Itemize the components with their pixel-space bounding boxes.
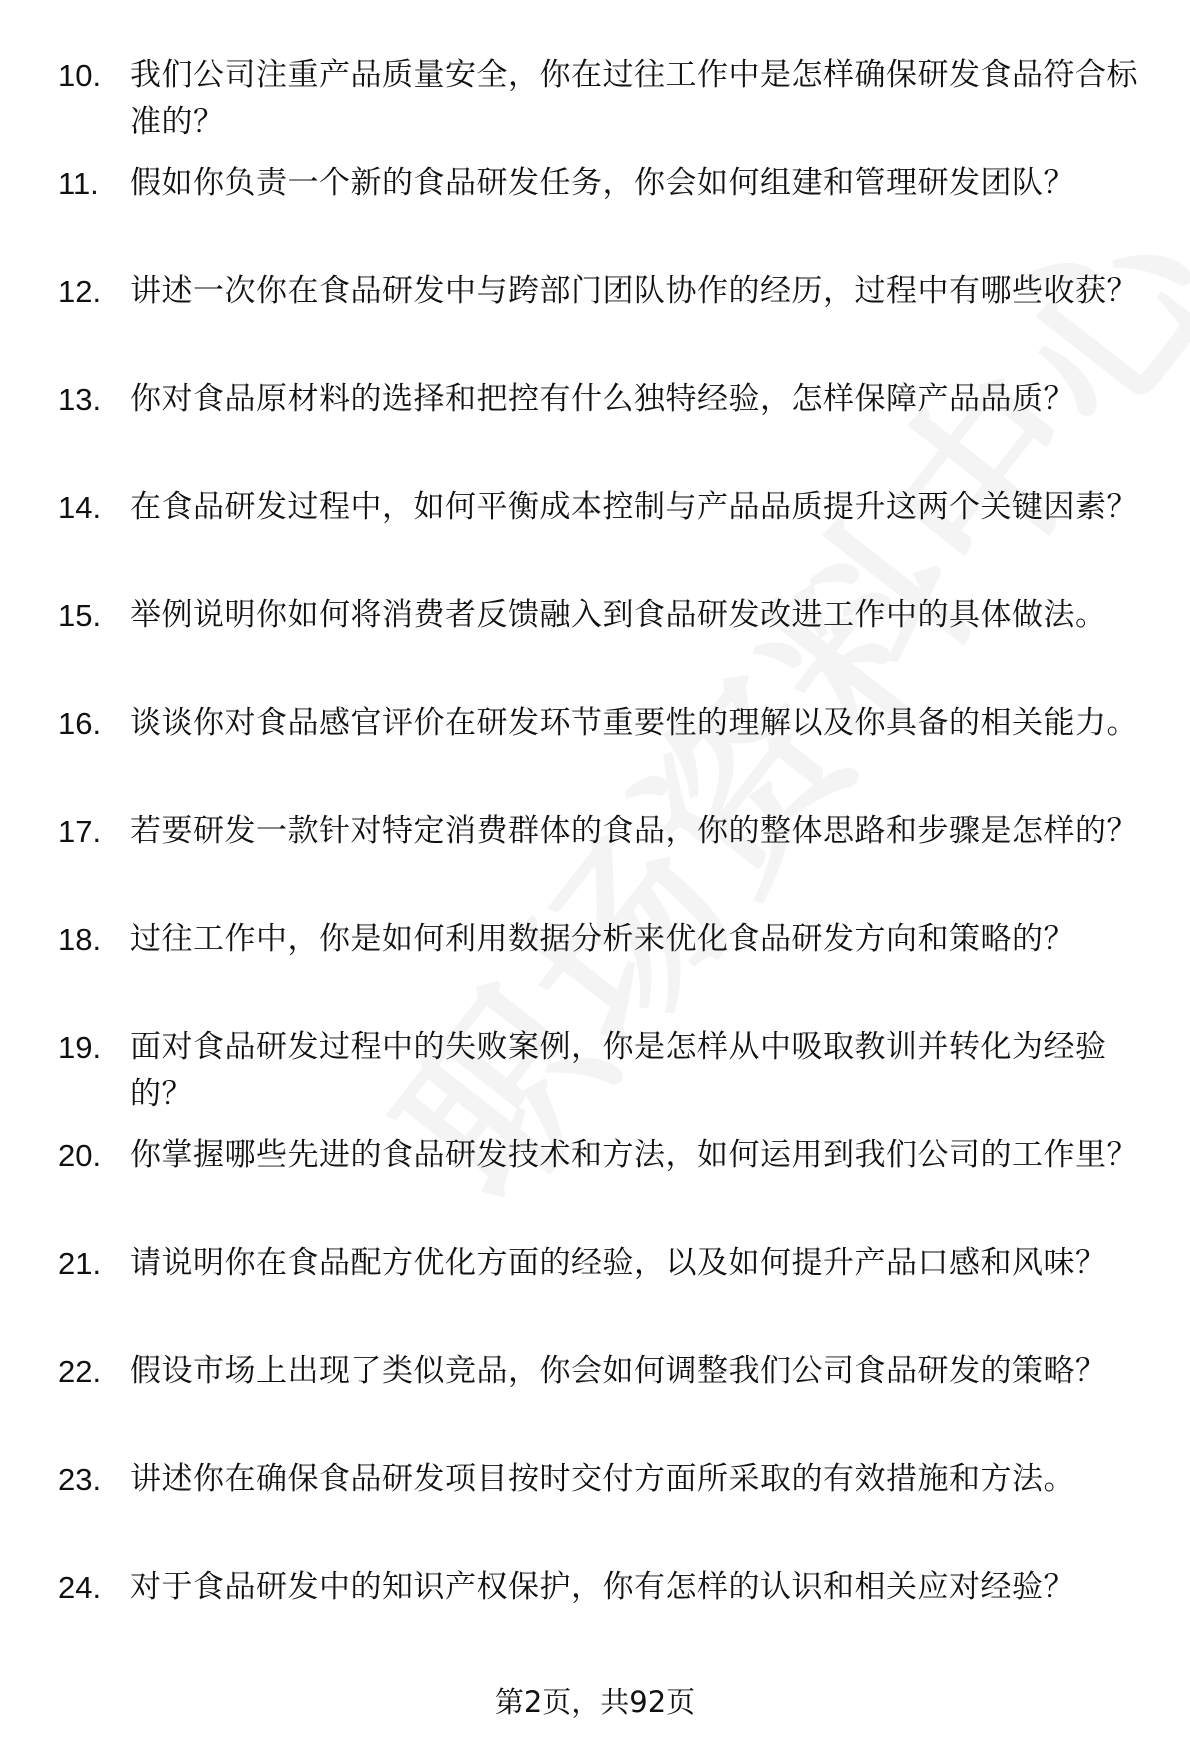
question-number: 22. [58,1354,102,1389]
question-text: 讲述你在确保食品研发项目按时交付方面所采取的有效措施和方法。 [130,1461,1075,1497]
question-item [58,484,1148,592]
question-number: 12. [58,274,102,309]
question-number: 18. [58,922,102,957]
question-number: 15. [58,598,102,633]
question-number: 23. [58,1462,102,1497]
question-number: 20. [58,1138,102,1173]
question-item [58,1456,1148,1564]
question-item [58,160,1148,268]
question-text: 请说明你在食品配方优化方面的经验，以及如何提升产品口感和风味？ [130,1245,1107,1281]
question-number: 16. [58,706,102,741]
question-number: 13. [58,382,102,417]
question-number: 19. [58,1030,102,1065]
question-number: 21. [58,1246,102,1281]
question-text: 讲述一次你在食品研发中与跨部门团队协作的经历，过程中有哪些收获？ [130,273,1138,309]
question-item [58,1132,1148,1240]
question-text: 假设市场上出现了类似竞品，你会如何调整我们公司食品研发的策略？ [130,1353,1107,1389]
question-number: 24. [58,1570,102,1605]
question-item [58,808,1148,916]
question-item [58,52,1148,160]
question-item [58,916,1148,1024]
question-item [58,700,1148,808]
question-item [58,1564,1148,1672]
page-footer [0,1682,1190,1722]
question-text: 你掌握哪些先进的食品研发技术和方法，如何运用到我们公司的工作里？ [130,1137,1138,1173]
question-item [58,1348,1148,1456]
question-text: 过往工作中，你是如何利用数据分析来优化食品研发方向和策略的？ [130,921,1075,957]
question-text: 你对食品原材料的选择和把控有什么独特经验，怎样保障产品品质？ [130,381,1075,417]
question-text: 在食品研发过程中，如何平衡成本控制与产品品质提升这两个关键因素？ [130,489,1138,525]
page-number-label: 第2页，共92页 [494,1685,696,1719]
question-text: 面对食品研发过程中的失败案例，你是怎样从中吸取教训并转化为经验的？ [130,1029,1107,1112]
question-item [58,268,1148,376]
question-item [58,1240,1148,1348]
question-item [58,592,1148,700]
question-text: 对于食品研发中的知识产权保护，你有怎样的认识和相关应对经验？ [130,1569,1075,1605]
question-text: 谈谈你对食品感官评价在研发环节重要性的理解以及你具备的相关能力。 [130,705,1138,741]
question-item [58,376,1148,484]
question-number: 11. [58,166,99,201]
question-number: 10. [58,58,102,93]
question-text: 举例说明你如何将消费者反馈融入到食品研发改进工作中的具体做法。 [130,597,1107,633]
question-item [58,1024,1148,1132]
question-number: 17. [58,814,102,849]
question-text: 若要研发一款针对特定消费群体的食品，你的整体思路和步骤是怎样的？ [130,813,1138,849]
question-text: 我们公司注重产品质量安全，你在过往工作中是怎样确保研发食品符合标准的？ [130,57,1138,140]
question-list [58,52,1148,1672]
question-number: 14. [58,490,102,525]
question-text: 假如你负责一个新的食品研发任务，你会如何组建和管理研发团队？ [130,165,1075,201]
